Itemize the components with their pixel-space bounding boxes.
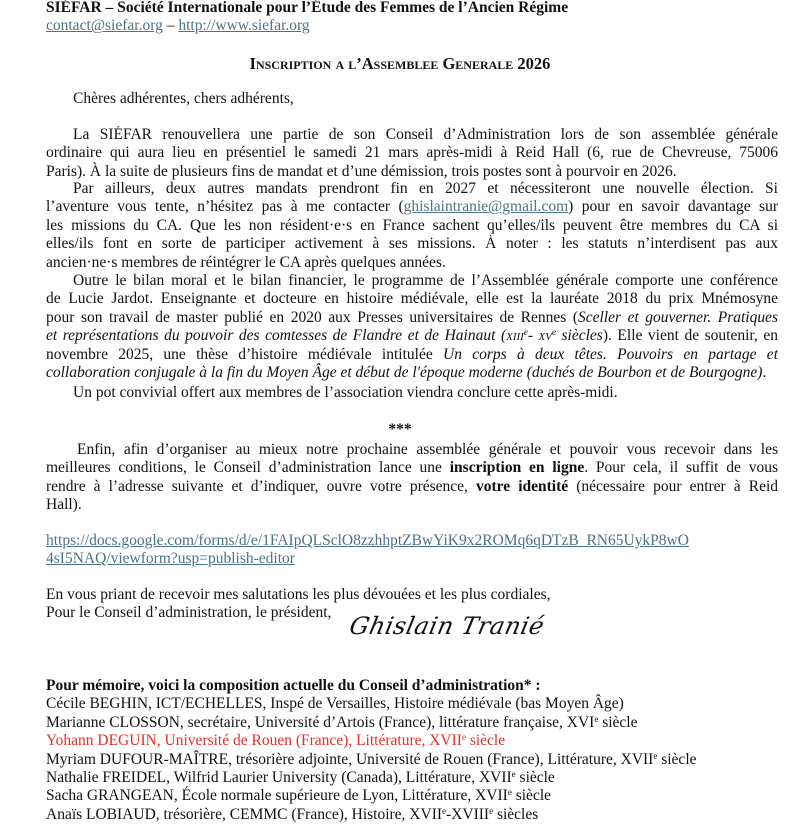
text-line	[46, 17, 778, 35]
text-line	[46, 327, 778, 345]
member-entry	[46, 769, 778, 787]
text-line	[46, 144, 778, 162]
text-run: meilleures conditions, le Conseil d’administration lance une	[46, 459, 450, 477]
text-run: siècles	[555, 327, 603, 345]
text-run: collaboration conjugale à la fin du Moyen Âge et début de l'époque moderne (duchés de Bourbon et de Bourgogne)	[46, 363, 763, 381]
text-run: ordinaire qui aura lieu en présentiel le samedi 21 mars après-midi à Reid Hall (6, rue de Chevreuse, 75006	[46, 144, 778, 162]
greeting	[46, 90, 778, 108]
text-run: inscription en ligne	[449, 459, 585, 477]
superscript: e	[511, 768, 516, 779]
text-line	[46, 441, 778, 459]
text-line	[46, 0, 778, 17]
text-line	[46, 677, 778, 695]
text-run: Nathalie FREIDEL, Wilfrid Laurier University (Canada), Littérature, XVII	[46, 768, 512, 786]
text-run: Chères adhérentes, chers adhérents,	[73, 90, 294, 107]
text-run: Myriam DUFOUR-MAÎTRE, trésorière adjointe, Université de Rouen (France), Littérature, XVII	[46, 750, 654, 768]
member-entry	[46, 751, 778, 769]
superscript: e	[594, 713, 599, 724]
text-run: siècles	[493, 805, 539, 823]
text-line	[46, 272, 778, 290]
superscript: e	[551, 327, 556, 338]
text-run: Un pot convivial offert aux membres de l’association viendra conclure cette après-midi.	[73, 384, 618, 401]
text-line	[46, 309, 778, 327]
text-run: ancien·ne·s membres de réintégrer le CA après quelques années.	[46, 253, 446, 271]
text-run: xiii	[506, 327, 524, 345]
member-entry	[46, 695, 778, 713]
hyperlink[interactable]: 4sI5NAQ/viewform?usp=publish-editor	[46, 550, 295, 568]
board-members-list	[46, 677, 778, 824]
superscript: e	[653, 750, 658, 761]
text-run: elles/ils font en sorte de participer activement à ses missions. À noter : les statuts n’interdisent pas aux	[46, 235, 778, 253]
text-run: l’aventure vous tente, n’hésitez pas à me contacter (	[46, 198, 404, 216]
superscript: e	[442, 805, 447, 816]
text-run: Un corps à deux têtes. Pouvoirs en partage et	[443, 345, 778, 363]
text-run: Enfin, afin d’organiser au mieux notre prochaine assemblée générale et pouvoir vous recevoir dans les	[77, 441, 778, 458]
member-entry	[46, 732, 778, 750]
text-run: SIÉFAR – Société Internationale pour l’Étude des Femmes de l’Ancien Régime	[46, 0, 569, 16]
text-line	[46, 459, 778, 477]
hyperlink[interactable]: ghislaintranie@gmail.com	[403, 198, 569, 216]
text-line	[46, 217, 778, 235]
text-line	[46, 290, 778, 308]
text-run: Sceller et gouverner. Pratiques	[577, 308, 778, 326]
text-run: Anaïs LOBIAUD, trésorière, CEMMC (France), Histoire, XVII	[46, 805, 443, 823]
text-line	[46, 550, 778, 568]
text-run: rendre à l’adresse suivante et d’indiquer, ouvre votre présence,	[46, 477, 476, 495]
text-line	[46, 198, 778, 216]
paragraph-conference	[46, 272, 778, 382]
text-run: siècle	[465, 732, 506, 750]
text-line	[46, 163, 778, 181]
paragraph-registration	[46, 441, 778, 515]
text-run: –	[162, 17, 179, 35]
text-line	[46, 346, 778, 364]
text-run: votre identité	[476, 477, 569, 495]
signature-image: Ghislain Tranié	[347, 612, 547, 640]
text-run: Pour le Conseil d’administration, le président,	[46, 604, 332, 622]
text-run: Yohann DEGUIN, Université de Rouen (France), Littérature, XVII	[46, 732, 462, 750]
section-separator: ***	[388, 421, 412, 438]
text-line	[46, 254, 778, 272]
hyperlink[interactable]: contact@siefar.org	[46, 17, 163, 35]
text-line	[46, 180, 778, 198]
text-run: (nécessaire pour entrer à Reid	[568, 477, 778, 495]
text-run: Outre le bilan moral et le bilan financier, le programme de l’Assemblée générale comporte une conférence	[73, 272, 778, 289]
superscript: e	[461, 732, 466, 743]
letterhead	[46, 0, 778, 36]
text-run: pour son travail de master publié en 2020 aux Presses universitaires de Rennes (	[46, 308, 578, 326]
text-run: En vous priant de recevoir mes salutations les plus dévouées et les plus cordiales,	[46, 586, 551, 603]
text-line	[46, 586, 778, 604]
text-run: La SIÉFAR renouvellera une partie de son Conseil d’Administration lors de son assemblée générale	[73, 126, 778, 143]
text-run: Hall).	[46, 496, 82, 514]
document-title: Inscription a l’Assemblee Generale 2026	[249, 54, 551, 73]
text-run: ). Elle vient de soutenir, en	[602, 327, 778, 345]
superscript: e	[507, 787, 512, 798]
text-run: ) pour en savoir davantage sur	[568, 198, 778, 216]
text-run: siècle	[598, 713, 638, 731]
text-run: de Lucie Jardot. Enseignante et docteure en histoire médiévale, elle est la lauréate 2018 du prix Mnémosyne	[46, 290, 778, 308]
text-run: siècle	[515, 768, 555, 786]
text-line	[46, 532, 778, 550]
text-run: . Pour cela, il suffit de vous	[584, 459, 778, 477]
text-run: xv	[538, 327, 552, 345]
text-run: Sacha GRANGEAN, École normale supérieure de Lyon, Littérature, XVII	[46, 787, 508, 805]
text-run: et représentations du pouvoir des comtesses de Flandre et de Hainaut (	[46, 327, 507, 345]
text-line	[46, 478, 778, 496]
registration-link	[46, 532, 778, 569]
paragraph-mandates	[46, 180, 778, 272]
text-line	[46, 384, 778, 402]
text-run: Par ailleurs, deux autres mandats prendront fin en 2027 et nécessiteront une nouvelle élection. Si	[73, 180, 778, 197]
text-run: novembre 2025, une thèse d’histoire médiévale intitulée	[46, 345, 443, 363]
hyperlink[interactable]: https://docs.google.com/forms/d/e/1FAIpQLSclO8zzhhptZBwYiK9x2ROMq6qDTzB_RN65UykP8wO	[46, 532, 689, 549]
text-line	[46, 364, 778, 382]
text-run: Marianne CLOSSON, secrétaire, Université d’Artois (France), littérature française, XVI	[46, 713, 595, 731]
text-run: -XVIII	[446, 805, 490, 823]
paragraph-assembly	[46, 126, 778, 181]
member-entry	[46, 787, 778, 805]
text-line	[46, 496, 778, 514]
hyperlink[interactable]: http://www.siefar.org	[178, 17, 310, 35]
text-run: siècle	[657, 750, 697, 768]
text-line	[46, 90, 778, 108]
text-run: Cécile BEGHIN, ICT/ECHELLES, Inspé de Versailles, Histoire médiévale (bas Moyen Âge)	[46, 695, 624, 713]
text-run: -	[527, 327, 539, 345]
superscript: e	[523, 327, 528, 338]
text-run: les missions du CA. Que les non résident·e·s en France sachent qu’elles/ils peuvent être membres du CA si	[46, 216, 778, 234]
paragraph-reception	[46, 384, 778, 402]
text-line	[46, 235, 778, 253]
text-run: siècle	[511, 787, 552, 805]
text-run: Paris). À la suite de plusieurs fins de mandat et d’une démission, trois postes sont à pourvoir en 2026.	[46, 162, 677, 180]
text-line	[46, 126, 778, 144]
text-run: Pour mémoire, voici la composition actuelle du Conseil d’administration* :	[46, 677, 541, 694]
member-entry	[46, 714, 778, 732]
superscript: e	[489, 805, 494, 816]
text-run: .	[762, 363, 767, 381]
member-entry	[46, 806, 778, 824]
